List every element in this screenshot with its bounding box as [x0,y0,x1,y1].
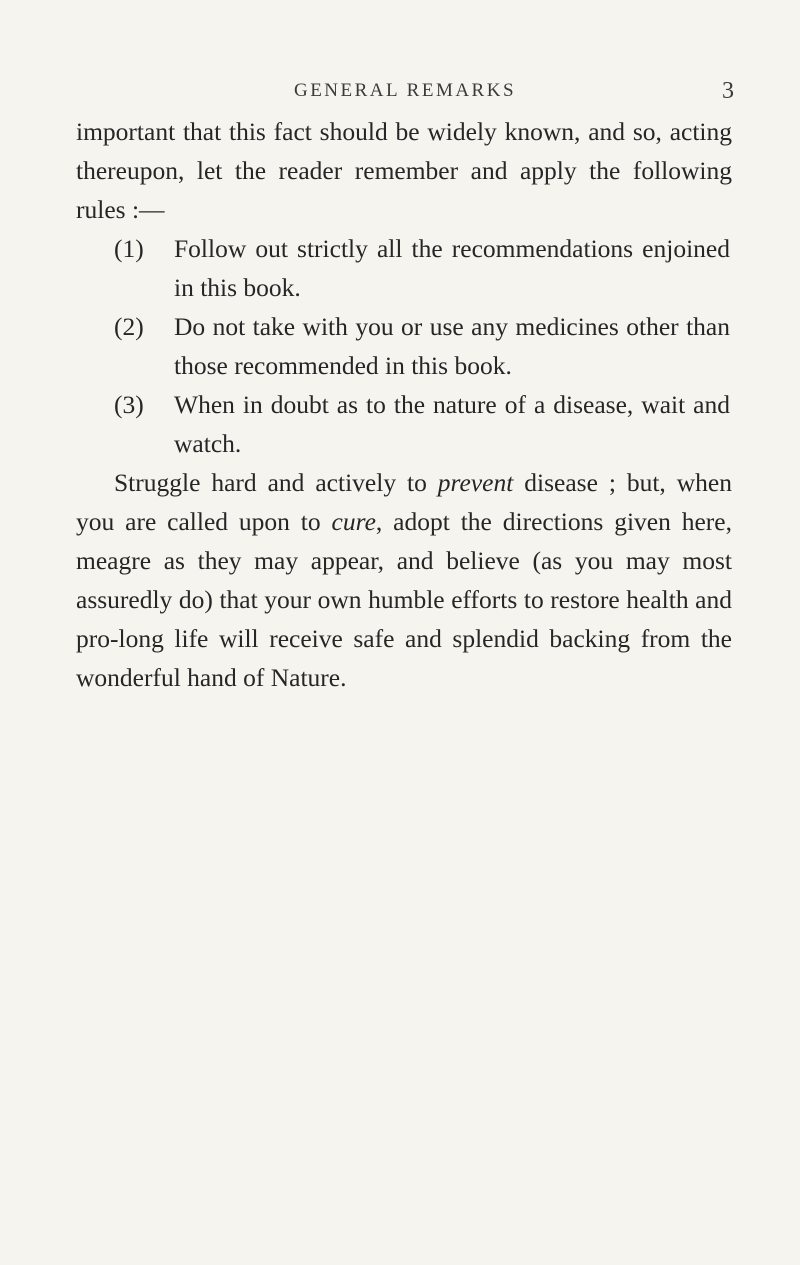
rule-item-3 [76,385,732,463]
page-number: 3 [722,78,734,104]
closing-paragraph [76,463,732,697]
running-title: GENERAL REMARKS [293,80,517,101]
closing-text: Struggle hard and actively to [114,468,438,497]
body-text [76,112,732,697]
rule-number: (3) [114,390,144,419]
closing-text: , adopt the directions given here, meagre as they may appear, and believe (as you may most assuredly do) that your own humble efforts to restore health and pro-long life will receive safe and splendid backing from the wonderful hand of Nature. [76,507,732,692]
intro-paragraph: important that this fact should be widely known, and so, acting thereupon, let the reader remember and apply the following rules :— [76,117,732,224]
closing-text: disease ; but, when you are called upon to [76,468,732,536]
rule-text: Do not take with you or use any medicines other than those recommended in this book. [174,312,730,380]
rule-text: Follow out strictly all the recommendations enjoined in this book. [174,234,730,302]
emphasis-cure: cure [331,507,376,536]
rule-item-2 [76,307,732,385]
running-header [76,80,734,110]
rule-number: (2) [114,312,144,341]
rule-text: When in doubt as to the nature of a disease, wait and watch. [174,390,730,458]
emphasis-prevent: prevent [437,468,514,497]
rules-list [76,229,732,463]
rule-item-1 [76,229,732,307]
rule-number: (1) [114,234,144,263]
